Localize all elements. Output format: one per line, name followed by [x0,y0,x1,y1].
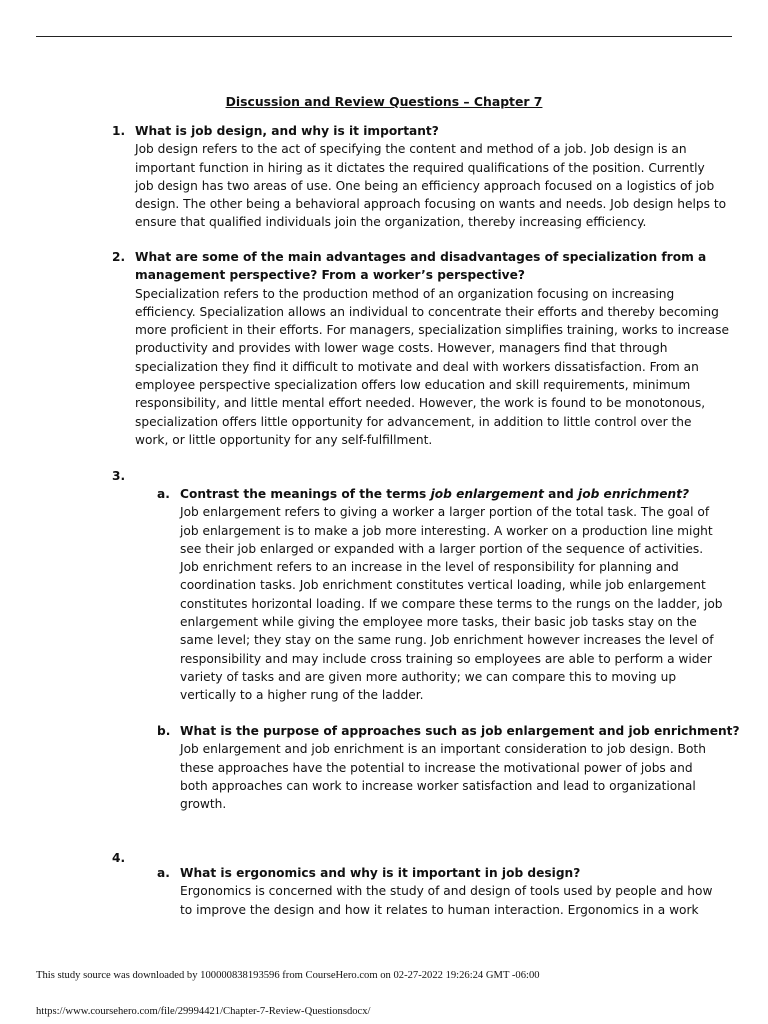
q3b-answer-line: both approaches can work to increase worker satisfaction and lead to organizational [180,778,696,793]
q3b-answer-line: growth. [180,797,227,812]
q3b-letter: b. [157,724,171,738]
q3a-letter: a. [157,487,170,501]
q2-answer-line: employee perspective specialization offers low education and skill requirements, minimum [135,378,691,393]
q4a-question: What is ergonomics and why is it important in job design? [180,866,581,880]
q3b-answer-line: these approaches have the potential to increase the motivational power of jobs and [180,760,693,775]
q1-answer-line: Job design refers to the act of specifying the content and method of a job. Job design is an [135,142,687,157]
q3a-answer-line: Job enrichment refers to an increase in the level of responsibility for planning and [180,560,679,575]
q2-section [135,248,729,449]
q2-answer-line: responsibility, and little mental effort needed. However, the work is found to be monotonous, [135,396,706,411]
q1-answer-line: ensure that qualified individuals join the organization, thereby increasing efficiency. [135,215,647,230]
q2-answer-line: efficiency. Specialization allows an individual to concentrate their efforts and thereby becoming [135,304,719,319]
q3a-section [180,485,723,705]
q2-answer-line: productivity and provides with lower wage costs. However, managers find that through [135,341,668,356]
q2-answer-line: Specialization refers to the production method of an organization focusing on increasing [135,286,675,301]
q4a-letter: a. [157,866,170,880]
q1-answer-line: design. The other being a behavioral approach focusing on wants and needs. Job design helps to [135,197,727,212]
page-title: Discussion and Review Questions – Chapter 7 [225,94,543,109]
download-source-note: This study source was downloaded by 100000838193596 from CourseHero.com on 02-27-2022 19:26:24 GMT -06:00 [36,970,540,981]
q3a-answer-line: coordination tasks. Job enrichment constitutes vertical loading, while job enlargement [180,578,706,593]
q1-section [135,122,727,232]
q3a-answer-line: constitutes horizontal loading. If we compare these terms to the rungs on the ladder, job [180,596,723,611]
q2-answer-line: more proficient in their efforts. For managers, specialization simplifies training, works to increase [135,323,729,338]
q3b-question: What is the purpose of approaches such as job enlargement and job enrichment? [180,724,740,738]
top-rule [36,36,732,37]
q4a-answer-line: Ergonomics is concerned with the study of and design of tools used by people and how [180,884,713,899]
q1-answer-line: important function in hiring as it dictates the required qualifications of the position. Currently [135,160,705,175]
q3a-answer-line: enlargement while giving the employee more tasks, their basic job tasks stay on the [180,615,697,630]
q4-number: 4. [112,851,126,865]
q3a-term-enlargement: job enlargement [430,487,544,501]
q2-question-line: What are some of the main advantages and disadvantages of specialization from a [135,250,707,264]
q1-number: 1. [112,124,126,138]
q3a-answer-line: job enlargement is to make a job more interesting. A worker on a production line might [180,523,713,538]
q3a-term-enrichment: job enrichment? [578,487,690,501]
q2-answer-line: specialization they find it difficult to motivate and deal with workers dissatisfaction. From an [135,359,699,374]
source-url-link[interactable]: https://www.coursehero.com/file/29994421/Chapter-7-Review-Questionsdocx/ [36,1006,371,1017]
q3a-question [180,485,690,503]
q3a-answer-line: variety of tasks and are given more authority; we can compare this to moving up [180,669,677,684]
q3a-question-prefix: Contrast the meanings of the terms [180,487,431,501]
q2-answer-line: work, or little opportunity for any self-fulfillment. [135,432,433,447]
q2-answer-line: specialization offers little opportunity for advancement, in addition to little control over the [135,414,692,429]
q4a-section [180,864,713,919]
q3a-answer-line: Job enlargement refers to giving a worker a larger portion of the total task. The goal of [180,505,710,520]
q1-answer-line: job design has two areas of use. One being an efficiency approach focused on a logistics of job [135,178,715,193]
q4a-answer-line: to improve the design and how it relates to human interaction. Ergonomics in a work [180,902,699,917]
q1-question: What is job design, and why is it important? [135,124,439,138]
q3a-answer-line: see their job enlarged or expanded with a larger portion of the sequence of activities. [180,541,704,556]
q3a-question-mid: and [543,487,579,501]
q3a-answer-line: same level; they stay on the same rung. Job enrichment however increases the level of [180,633,714,648]
q3b-section [180,722,740,813]
q3b-answer-line: Job enlargement and job enrichment is an important consideration to job design. Both [180,742,706,757]
q3a-answer-line: vertically to a higher rung of the ladder. [180,688,424,703]
q3-number: 3. [112,469,126,483]
q3a-answer-line: responsibility and may include cross training so employees are able to perform a wider [180,651,713,666]
q2-number: 2. [112,250,126,264]
q2-question-line: management perspective? From a worker’s perspective? [135,268,525,283]
